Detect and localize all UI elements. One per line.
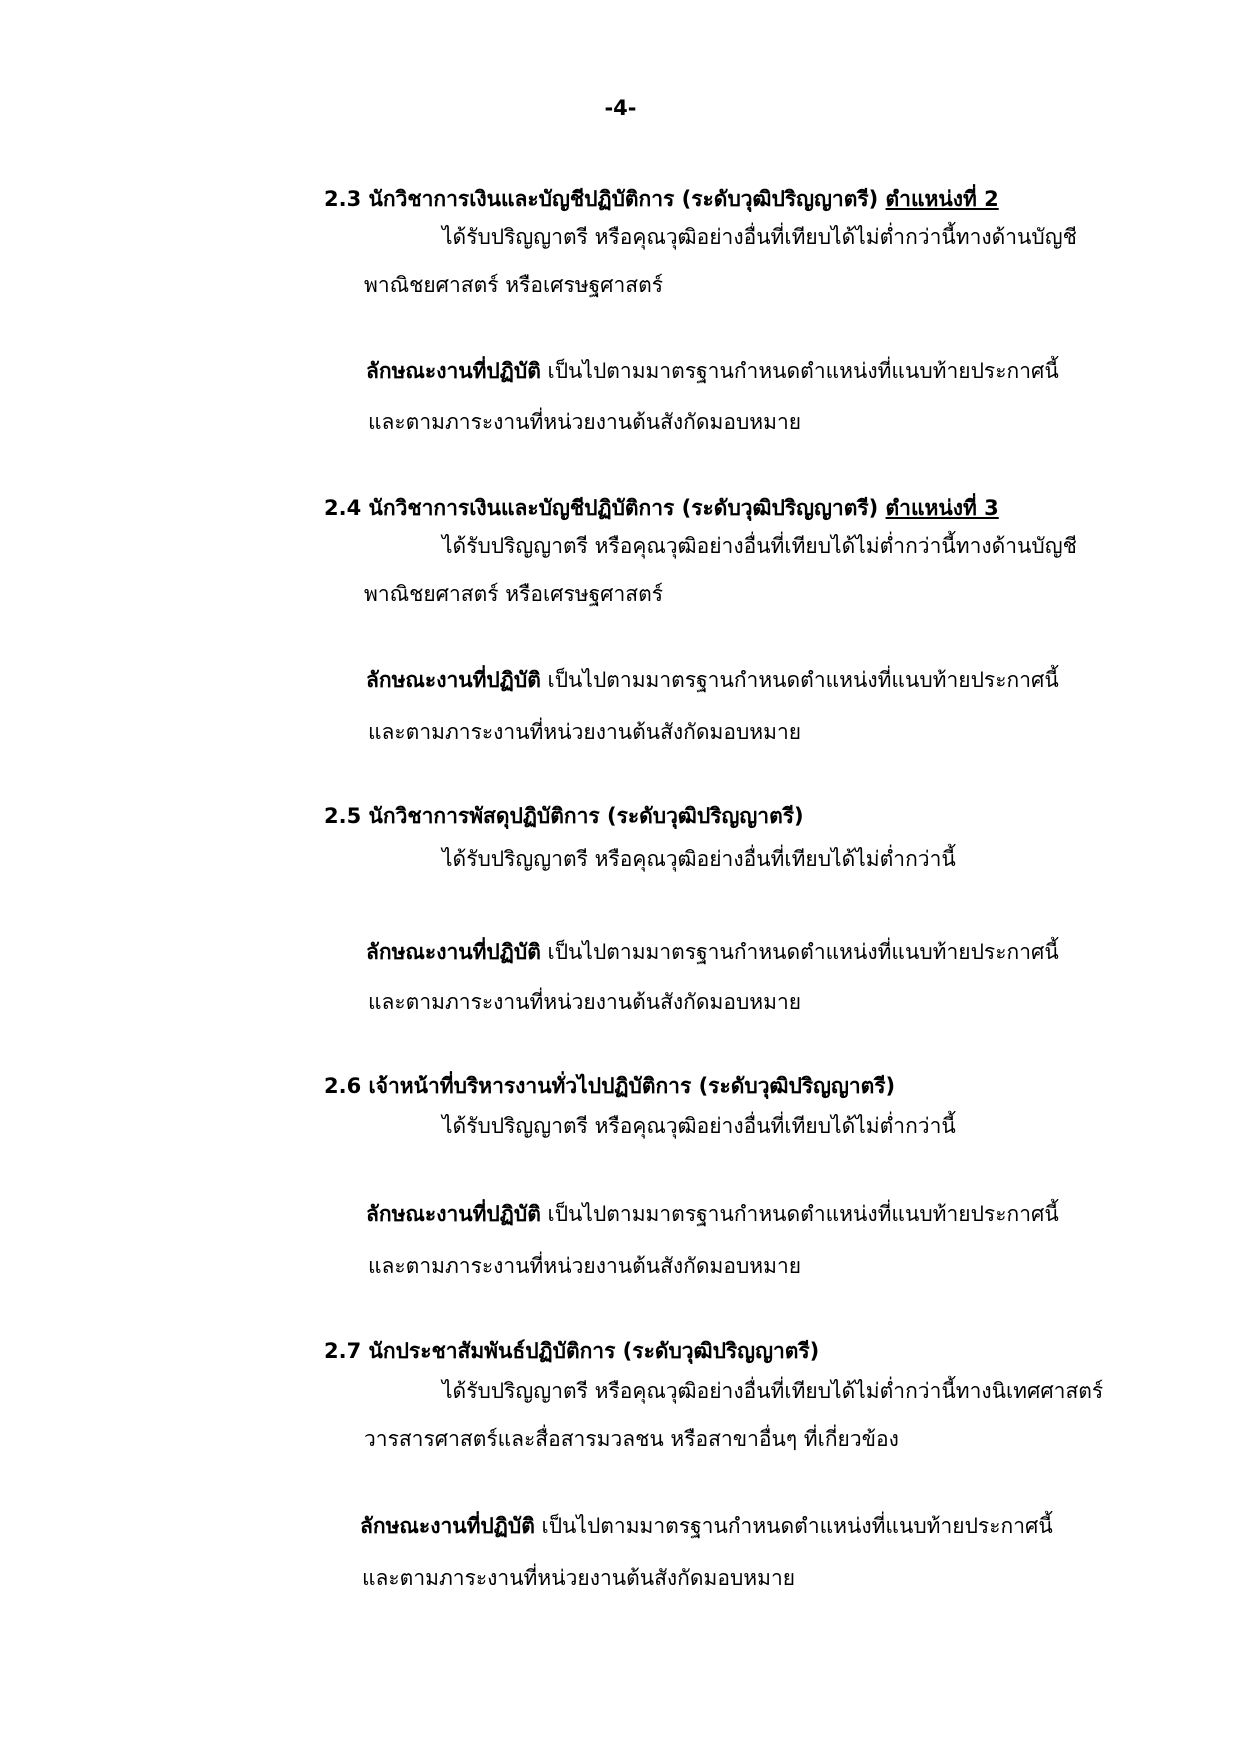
duty-line: และตามภาระงานที่หน่วยงานต้นสังกัดมอบหมาย xyxy=(362,1566,796,1590)
duty-line: และตามภาระงานที่หน่วยงานต้นสังกัดมอบหมาย xyxy=(368,720,802,744)
duty-label: ลักษณะงานที่ปฏิบัติ xyxy=(366,668,541,692)
section-heading xyxy=(324,1070,895,1103)
duty-line xyxy=(366,936,1059,969)
duty-text: เป็นไปตามมาตรฐานกำหนดตำแหน่งที่แนบท้ายประกาศนี้ xyxy=(534,1514,1053,1538)
duty-line: และตามภาระงานที่หน่วยงานต้นสังกัดมอบหมาย xyxy=(368,990,802,1014)
section-title: 2.6 เจ้าหน้าที่บริหารงานทั่วไปปฏิบัติการ (ระดับวุฒิปริญญาตรี) xyxy=(324,1074,896,1098)
section-heading xyxy=(324,183,999,216)
section-title: 2.5 นักวิชาการพัสดุปฏิบัติการ (ระดับวุฒิปริญญาตรี) xyxy=(324,804,804,828)
qualification-line: พาณิชยศาสตร์ หรือเศรษฐศาสตร์ xyxy=(364,273,664,297)
section-heading xyxy=(324,492,999,525)
section-title: 2.7 นักประชาสัมพันธ์ปฏิบัติการ (ระดับวุฒิปริญญาตรี) xyxy=(324,1339,820,1363)
duty-line xyxy=(366,355,1059,388)
section-heading xyxy=(324,800,804,833)
duty-line xyxy=(360,1510,1053,1543)
duty-line xyxy=(366,1198,1059,1231)
duty-label: ลักษณะงานที่ปฏิบัติ xyxy=(360,1514,535,1538)
section-heading xyxy=(324,1335,819,1368)
section-title: 2.3 นักวิชาการเงินและบัญชีปฏิบัติการ (ระดับวุฒิปริญญาตรี) xyxy=(324,187,886,211)
duty-text: เป็นไปตามมาตรฐานกำหนดตำแหน่งที่แนบท้ายประกาศนี้ xyxy=(540,1202,1059,1226)
qualification-line: วารสารศาสตร์และสื่อสารมวลชน หรือสาขาอื่นๆ ที่เกี่ยวข้อง xyxy=(364,1427,899,1451)
duty-label: ลักษณะงานที่ปฏิบัติ xyxy=(366,359,541,383)
qualification-line: ได้รับปริญญาตรี หรือคุณวุฒิอย่างอื่นที่เทียบได้ไม่ต่ำกว่านี้ xyxy=(442,1114,956,1138)
qualification-line: ได้รับปริญญาตรี หรือคุณวุฒิอย่างอื่นที่เทียบได้ไม่ต่ำกว่านี้ทางด้านบัญชี xyxy=(442,534,1077,558)
page-number: -4- xyxy=(604,96,637,120)
position-label: ตำแหน่งที่ 2 xyxy=(885,187,999,211)
duty-text: เป็นไปตามมาตรฐานกำหนดตำแหน่งที่แนบท้ายประกาศนี้ xyxy=(540,668,1059,692)
duty-text: เป็นไปตามมาตรฐานกำหนดตำแหน่งที่แนบท้ายประกาศนี้ xyxy=(540,359,1059,383)
qualification-line: พาณิชยศาสตร์ หรือเศรษฐศาสตร์ xyxy=(364,582,664,606)
duty-line xyxy=(366,664,1059,697)
duty-text: เป็นไปตามมาตรฐานกำหนดตำแหน่งที่แนบท้ายประกาศนี้ xyxy=(540,940,1059,964)
qualification-line: ได้รับปริญญาตรี หรือคุณวุฒิอย่างอื่นที่เทียบได้ไม่ต่ำกว่านี้ทางด้านบัญชี xyxy=(442,225,1077,249)
qualification-line: ได้รับปริญญาตรี หรือคุณวุฒิอย่างอื่นที่เทียบได้ไม่ต่ำกว่านี้ทางนิเทศศาสตร์ xyxy=(442,1379,1104,1403)
duty-label: ลักษณะงานที่ปฏิบัติ xyxy=(366,940,541,964)
duty-line: และตามภาระงานที่หน่วยงานต้นสังกัดมอบหมาย xyxy=(368,410,802,434)
duty-line: และตามภาระงานที่หน่วยงานต้นสังกัดมอบหมาย xyxy=(368,1254,802,1278)
duty-label: ลักษณะงานที่ปฏิบัติ xyxy=(366,1202,541,1226)
section-title: 2.4 นักวิชาการเงินและบัญชีปฏิบัติการ (ระดับวุฒิปริญญาตรี) xyxy=(324,496,886,520)
qualification-line: ได้รับปริญญาตรี หรือคุณวุฒิอย่างอื่นที่เทียบได้ไม่ต่ำกว่านี้ xyxy=(442,847,956,871)
position-label: ตำแหน่งที่ 3 xyxy=(885,496,999,520)
